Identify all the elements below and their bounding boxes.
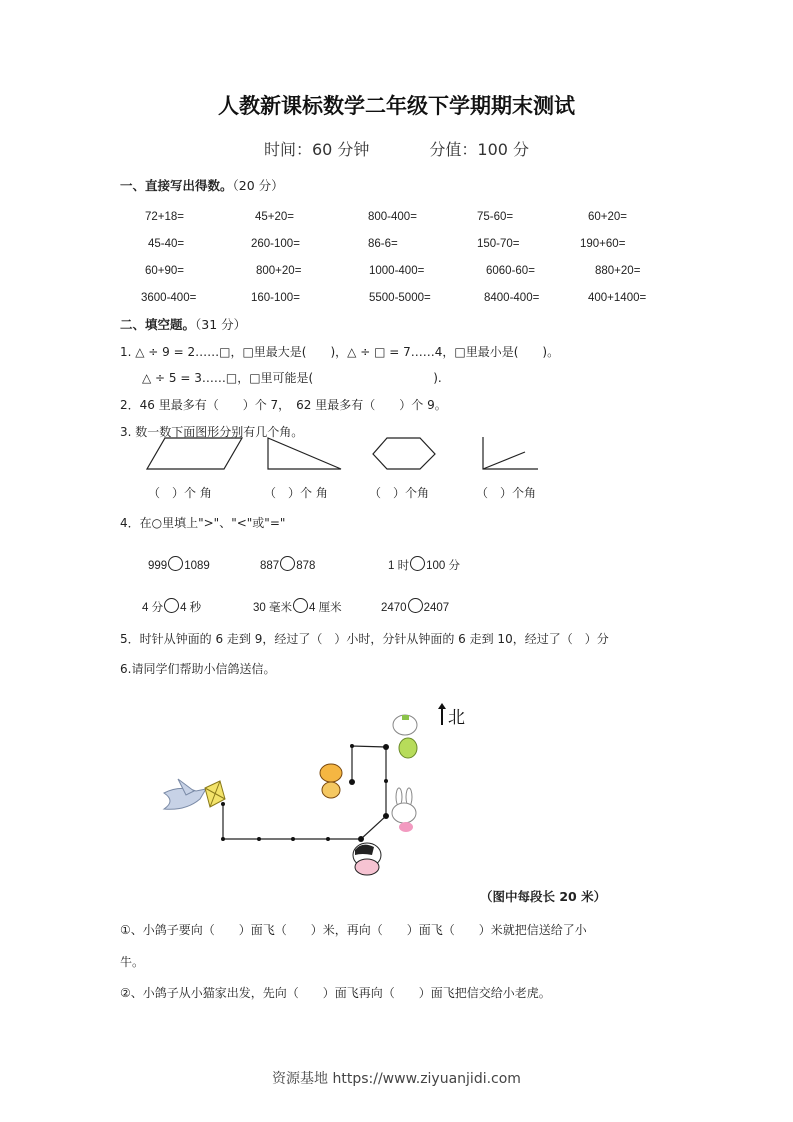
angle-shape: [483, 437, 538, 469]
section2-title: 二、填空题。: [120, 317, 196, 332]
q6-part1-cont: 牛。: [120, 955, 145, 969]
hexagon-shape: [373, 438, 435, 469]
calc-item: 72+18=: [145, 211, 185, 223]
calc-item: 880+20=: [595, 265, 641, 277]
parallelogram-shape: [147, 438, 242, 469]
q3: 3. 数一数下面图形分别有几个角。: [120, 425, 304, 439]
calc-item: 190+60=: [580, 238, 626, 250]
compare-item: [388, 556, 460, 573]
q6-part1: ①、小鸽子要向（ ）面飞（ ）米，再向（ ）面飞（ ）米就把信送给了小: [120, 923, 587, 937]
exam-time: 时间：60 分钟: [263, 140, 370, 159]
pigeon-map: [150, 695, 480, 895]
rabbit-icon: [392, 788, 416, 832]
north-label: 北: [448, 708, 465, 728]
route-dots: [221, 744, 389, 842]
right-triangle-shape: [268, 438, 341, 469]
q3-answer-4: （ ）个角: [476, 486, 537, 500]
calc-item: 1000-400=: [369, 265, 425, 277]
compare-left: 4 分: [142, 602, 164, 614]
exam-info: [0, 142, 793, 158]
q4: 4．在○里填上">"、"<"或"=": [120, 516, 286, 530]
compare-left: 1 时: [388, 560, 410, 572]
section1-title: 一、直接写出得数。: [120, 178, 233, 193]
calc-item: 60+20=: [588, 211, 628, 223]
calc-item: 400+1400=: [588, 292, 647, 304]
q3-answer-3: （ ）个角: [369, 486, 430, 500]
q2: 2．46 里最多有（ ）个 7， 62 里最多有（ ）个 9。: [120, 398, 447, 412]
compare-item: [148, 556, 210, 573]
compare-right: 4 厘米: [309, 602, 342, 614]
footer-watermark: 资源基地 https://www.ziyuanjidi.com: [272, 1071, 521, 1087]
calc-item: 86-6=: [368, 238, 398, 250]
compare-right: 2407: [423, 602, 450, 614]
q6: 6.请同学们帮助小信鸽送信。: [120, 662, 276, 676]
compare-left: 887: [260, 560, 280, 572]
map-caption: （图中每段长 20 米）: [480, 889, 607, 904]
section2-heading: [120, 319, 246, 332]
calc-item: 5500-5000=: [369, 292, 431, 304]
compare-item: [260, 556, 315, 573]
q3-shapes: [140, 436, 560, 476]
compare-circle-blank[interactable]: [408, 598, 423, 613]
tiger-icon: [320, 764, 342, 798]
calc-item: 260-100=: [251, 238, 300, 250]
q5: 5．时针从钟面的 6 走到 9，经过了（ ）小时，分针从钟面的 6 走到 10，经过了（ ）分: [120, 632, 609, 646]
compare-circle-blank[interactable]: [164, 598, 179, 613]
calc-item: 3600-400=: [141, 292, 197, 304]
calc-item: 800+20=: [256, 265, 302, 277]
compare-circle-blank[interactable]: [280, 556, 295, 571]
compare-circle-blank[interactable]: [410, 556, 425, 571]
cat-icon: [393, 715, 417, 758]
calc-item: 45+20=: [255, 211, 295, 223]
compare-left: 999: [148, 560, 168, 572]
compare-right: 100 分: [426, 560, 460, 572]
calc-item: 800-400=: [368, 211, 417, 223]
q1-line1: 1. △ ÷ 9 = 2……□，□里最大是( )，△ ÷ □ = 7……4，□里最小是( )。: [120, 345, 560, 359]
section1-points: （20 分）: [232, 178, 284, 193]
compare-item: [142, 598, 201, 615]
calc-item: 150-70=: [477, 238, 520, 250]
section1-heading: [120, 180, 284, 193]
calc-item: 8400-400=: [484, 292, 540, 304]
calc-item: 60+90=: [145, 265, 185, 277]
calc-item: 160-100=: [251, 292, 300, 304]
compare-right: 878: [296, 560, 316, 572]
q3-answer-1: （ ）个 角: [148, 486, 212, 500]
calc-item: 6060-60=: [486, 265, 535, 277]
page-title: 人教新课标数学二年级下学期期末测试: [218, 94, 575, 118]
compare-circle-blank[interactable]: [293, 598, 308, 613]
calc-item: 45-40=: [148, 238, 185, 250]
exam-score: 分值：100 分: [429, 140, 530, 159]
q3-answer-2: （ ）个 角: [264, 486, 328, 500]
compare-circle-blank[interactable]: [168, 556, 183, 571]
q6-part2: ②、小鸽子从小猫家出发，先向（ ）面飞再向（ ）面飞把信交给小老虎。: [120, 986, 551, 1000]
compare-right: 1089: [184, 560, 210, 572]
compare-left: 30 毫米: [253, 602, 292, 614]
compare-left: 2470: [381, 602, 407, 614]
route-path: [223, 746, 386, 839]
north-arrow-icon: [438, 703, 446, 725]
compare-item: [381, 598, 449, 615]
pigeon-icon: [164, 779, 206, 809]
q1-line2: △ ÷ 5 = 3……□，□里可能是( ).: [142, 371, 442, 385]
compare-right: 4 秒: [180, 602, 202, 614]
section2-points: （31 分）: [195, 317, 247, 332]
calc-item: 75-60=: [477, 211, 514, 223]
cow-icon: [353, 843, 381, 875]
compare-item: [253, 598, 342, 615]
